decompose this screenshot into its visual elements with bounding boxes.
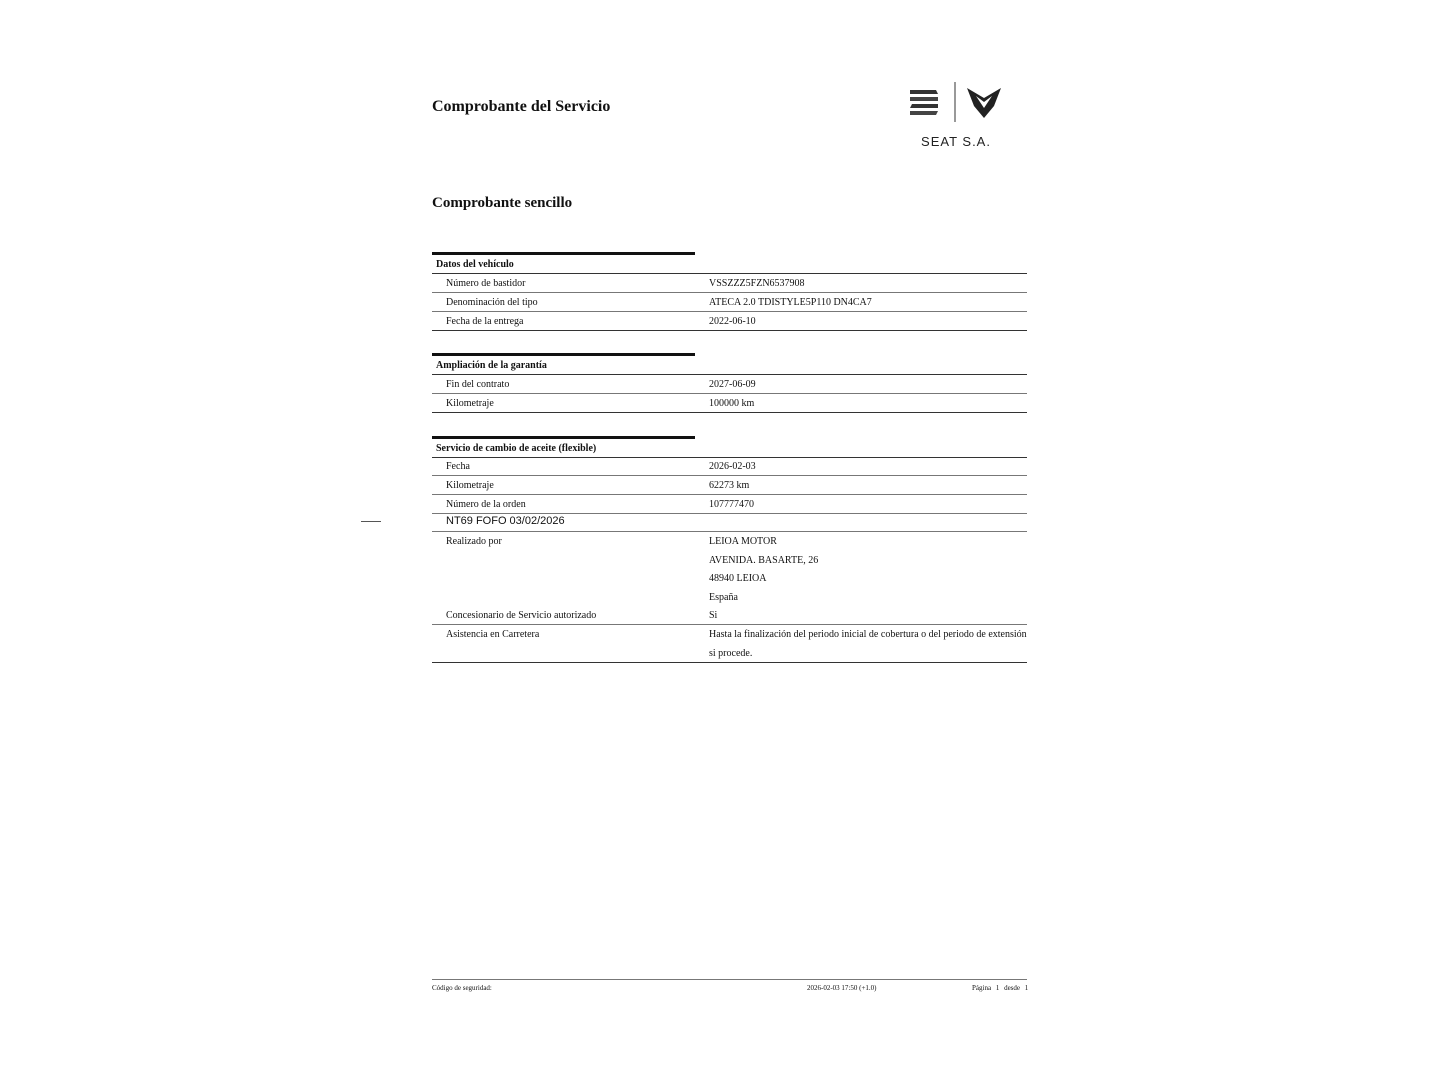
section-bar [432,252,695,255]
security-code-label: Código de seguridad: [432,984,492,992]
row-value: 62273 km [709,480,750,491]
row-divider [432,531,1027,532]
row-value: 100000 km [709,398,755,409]
row-divider [432,662,1027,663]
row-divider [432,624,1027,625]
address-line: España [709,592,738,603]
address-line: 48940 LEIOA [709,573,767,584]
row-divider [432,292,1027,293]
row-label: Número de la orden [446,499,526,510]
row-label: Fecha [446,461,470,472]
row-value: Hasta la finalización del periodo inicial de cobertura o del periodo de extensión [709,629,1027,640]
row-divider [432,311,1027,312]
row-label: Fin del contrato [446,379,510,390]
section-title-service: Servicio de cambio de aceite (flexible) [436,443,597,454]
row-divider [432,374,1027,375]
address-line: LEIOA MOTOR [709,536,777,547]
company-name: SEAT S.A. [921,134,991,149]
row-divider [432,273,1027,274]
row-label: Kilometraje [446,398,494,409]
margin-mark [361,521,381,522]
row-value: 2022-06-10 [709,316,756,327]
page-number: 1 [995,984,1000,992]
row-value: 2027-06-09 [709,379,756,390]
row-divider [432,412,1027,413]
page-title: Comprobante del Servicio [432,98,611,115]
of-word: desde [1004,984,1021,992]
row-label: Denominación del tipo [446,297,538,308]
row-divider [432,475,1027,476]
row-divider [432,457,1027,458]
row-label: Realizado por [446,536,502,547]
row-label: Número de bastidor [446,278,526,289]
annotation-text: NT69 FOFO 03/02/2026 [446,515,565,527]
footer-divider [432,979,1027,980]
row-label: Concesionario de Servicio autorizado [446,610,597,621]
row-value-continued: si procede. [709,648,753,659]
address-line: AVENIDA. BASARTE, 26 [709,555,819,566]
section-bar [432,353,695,356]
row-value: VSSZZZ5FZN6537908 [709,278,805,289]
row-divider [432,494,1027,495]
row-value: Si [709,610,718,621]
section-bar [432,436,695,439]
row-divider [432,330,1027,331]
cupra-logo-icon [964,84,1004,124]
document-subtitle: Comprobante sencillo [432,195,573,211]
row-label: Kilometraje [446,480,494,491]
page-total: 1 [1024,984,1029,992]
brand-logos [906,80,1006,126]
page-word: Página [972,984,992,992]
row-divider [432,513,1027,514]
footer-timestamp: 2026-02-03 17:50 (+1.0) [807,984,877,992]
row-value: 107777470 [709,499,754,510]
row-divider [432,393,1027,394]
row-label: Fecha de la entrega [446,316,524,327]
row-value: 2026-02-03 [709,461,756,472]
page-indicator [972,984,1031,992]
section-title-warranty: Ampliación de la garantía [436,360,547,371]
row-value: ATECA 2.0 TDISTYLE5P110 DN4CA7 [709,297,872,308]
section-title-vehicle: Datos del vehículo [436,259,514,270]
row-label: Asistencia en Carretera [446,629,540,640]
